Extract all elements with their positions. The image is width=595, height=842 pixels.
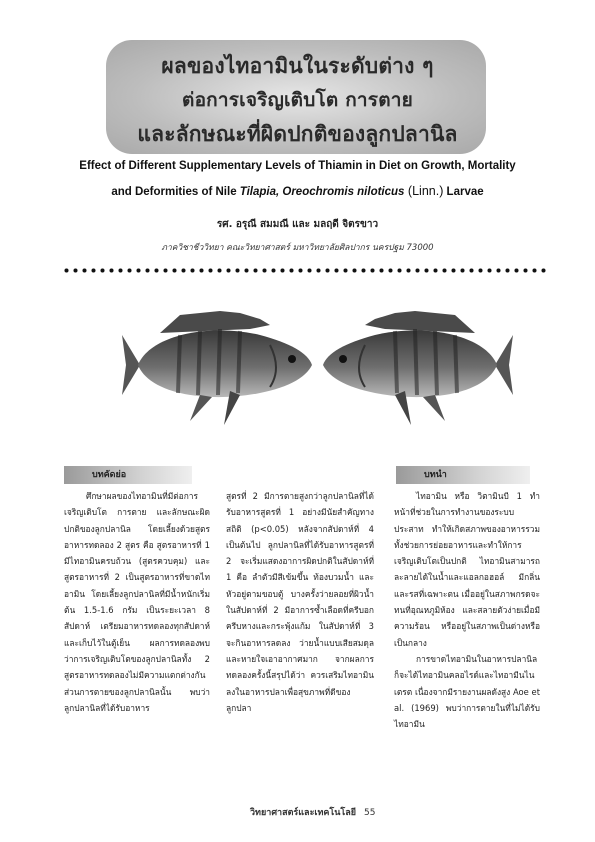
abstract-column-2 xyxy=(226,488,374,716)
introduction-column xyxy=(394,488,540,732)
english-title-line-1: Effect of Different Supplementary Levels of Thiamin in Diet on Growth, Mortality xyxy=(79,160,516,172)
abstract-paragraph-1: ศึกษาผลของไทอามินที่มีต่อการเจริญเติบโต การตาย และลักษณะผิดปกติของลูกปลานิล โดยเลี้ยงด้วยสูตรอาหารทดลอง 2 สูตร คือ สูตรอาหารที่ 1 มีไทอามินครบถ้วน (สูตรควบคุม) และสูตรอาหารที่ 2 เป็นสูตรอาหารที่ขาดไทอามิน โดยเลี้ยงลูกปลานิลที่มีน้ำหนักเริ่มต้น 1.5-1.6 กรัม เป็นระยะเวลา 8 สัปดาห์ เตรียมอาหารทดลองทุกสัปดาห์ และเก็บไว้ในตู้เย็น ผลการทดลองพบว่าการเจริญเติบโตของลูกปลานิลทั้ง 2 สูตรอาหารทดลองไม่มีความแตกต่างกัน ส่วนการตายของลูกปลานิลนั้น พบว่าลูกปลานิลที่ได้รับอาหาร xyxy=(64,491,210,713)
abstract-paragraph-2: สูตรที่ 2 มีการตายสูงกว่าลูกปลานิลที่ได้รับอาหารสูตรที่ 1 อย่างมีนัยสำคัญทางสถิติ (p<0.05) หลังจากสัปดาห์ที่ 4 เป็นต้นไป ลูกปลานิลที่ได้รับอาหารสูตรที่ 2 จะเริ่มแสดงอาการผิดปกติในสัปดาห์ที่ 1 คือ ลำตัวมีสีเข้มขึ้น ท้องบวมน้ำ และหัวอยู่ตามขอบตู้ บางครั้งว่ายลอยที่ผิวน้ำ ในสัปดาห์ที่ 2 มีอาการซ้ำเลือดที่ครีบอก ครีบหางและกระพุ้งแก้ม ในสัปดาห์ที่ 3 จะกินอาหารลดลง ว่ายน้ำแบบเสียสมดุลและหายใจเอาอากาศมาก จากผลการทดลองครั้งนี้สรุปได้ว่า ควรเสริมไทอามินลงในอาหารปลาเพื่อสุขภาพที่ดีของลูกปลา xyxy=(226,491,374,713)
introduction-paragraph-1: ไทอามิน หรือ วิตามินบี 1 ทำหน้าที่ช่วยในการทำงานของระบบประสาท ทำให้เกิดสภาพของอาหารรวมทั้งช่วยการย่อยอาหารและทำให้การเจริญเติบโตเป็นปกติ ไทอามินสามารถละลายได้ในน้ำและแอลกอฮอล์ มีกลิ่นและรสที่เฉพาะตน เมื่ออยู่ในสภาพกรดจะทนที่อุณหภูมิห้อง และสลายตัวง่ายเมื่อมีความร้อน หรืออยู่ในสภาพเป็นด่างหรือเป็นกลาง xyxy=(394,491,540,648)
thai-title-line-2: ต่อการเจริญเติบโต การตาย xyxy=(182,89,413,111)
introduction-header: บทนำ xyxy=(396,466,530,484)
tilapia-fish-right-image xyxy=(315,295,515,435)
authors: รศ. อรุณี สมมณี และ มลฤดี จิตรขาว xyxy=(216,219,379,230)
page-footer xyxy=(250,805,450,819)
affiliation: ภาควิชาชีววิทยา คณะวิทยาศาสตร์ มหาวิทยาลัยศิลปากร นครปฐม 73000 xyxy=(161,243,434,253)
abstract-header: บทคัดย่อ xyxy=(64,466,192,484)
dotted-divider xyxy=(62,268,547,273)
english-title-pre: and Deformities of Nile xyxy=(111,186,240,198)
introduction-paragraph-2: การขาดไทอามินในอาหารปลานิล ก็จะได้ไทอามินคลอไรด์และไทอามีนไนเตรต เนื่องจากมีรายงานผลดังสูง Aoe et al. (1969) พบว่าการตายในที่ไม่ได้รับไทอามีน xyxy=(394,653,540,730)
english-title-species: Tilapia, Oreochromis niloticus xyxy=(239,186,405,198)
english-title-line-2 xyxy=(40,184,555,198)
english-title-authority: (Linn.) xyxy=(404,184,444,198)
abstract-column-1 xyxy=(64,488,210,716)
page-number: 55 xyxy=(364,808,376,818)
thai-title-line-1: ผลของไทอามินในระดับต่าง ๆ xyxy=(161,54,434,78)
thai-title-line-3: และลักษณะที่ผิดปกติของลูกปลานิล xyxy=(137,122,458,146)
english-title-post: Larvae xyxy=(443,186,484,198)
journal-name: วิทยาศาสตร์และเทคโนโลยี xyxy=(250,808,357,818)
tilapia-fish-left-image xyxy=(120,295,320,435)
